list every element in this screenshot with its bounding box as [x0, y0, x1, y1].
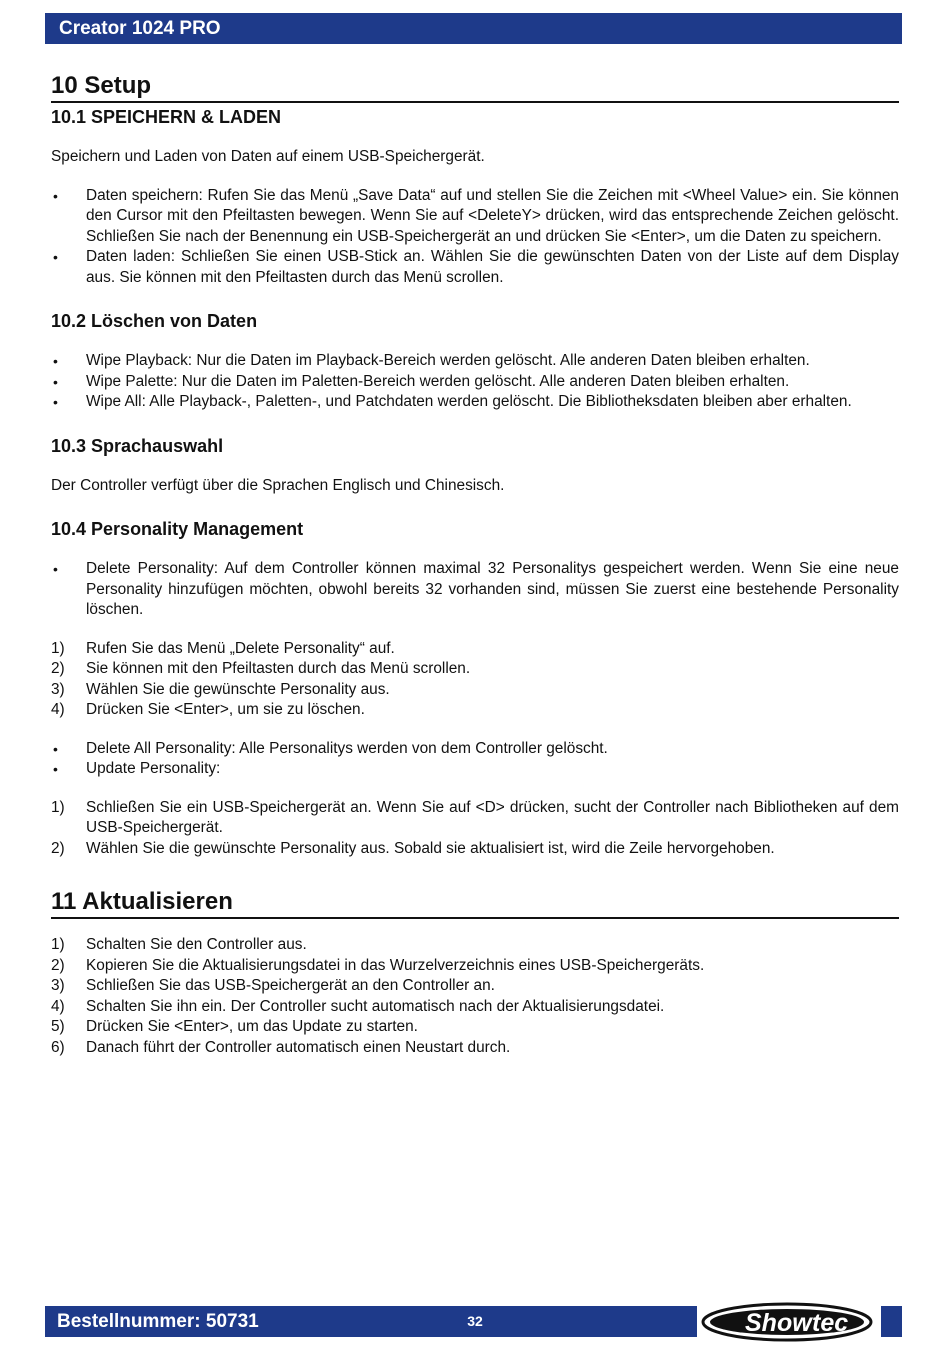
numbered-step	[51, 659, 899, 680]
numbered-step	[51, 976, 899, 997]
numbered-step	[51, 956, 899, 977]
numbered-step	[51, 680, 899, 701]
numbered-step	[51, 997, 899, 1018]
section-10-1-intro: Speichern und Laden von Daten auf einem USB-Speichergerät.	[51, 148, 485, 165]
step-text: Wählen Sie die gewünschte Personality aus.	[86, 680, 390, 698]
list-item: • Daten laden: Schließen Sie einen USB-Stick an. Wählen Sie die gewünschten Daten von der Liste auf dem Display aus. Sie können mit den Pfeiltasten durch das Menü scrollen.	[51, 247, 899, 288]
step-number: 4)	[51, 997, 65, 1015]
numbered-step	[51, 1017, 899, 1038]
step-text: Kopieren Sie die Aktualisierungsdatei in das Wurzelverzeichnis eines USB-Speichergeräts.	[86, 956, 705, 974]
step-text: Schalten Sie den Controller aus.	[86, 936, 307, 953]
list-item: • Daten speichern: Rufen Sie das Menü „Save Data“ auf und stellen Sie die Zeichen mit <Wheel Value> ein. Sie können den Cursor mit den Pfeiltasten bewegen. Wenn Sie auf <DeleteY> drücken, wird das entsprechende Zeichen gelöscht. Schließen Sie nach der Benennung ein USB-Speichergerät an und drücken Sie <Enter>, um die Daten zu speichern.	[51, 186, 899, 248]
section-10-1-bullet-list	[51, 186, 899, 289]
numbered-step	[51, 935, 899, 956]
numbered-step	[51, 839, 899, 860]
step-number: 1)	[51, 798, 65, 816]
step-number: 1)	[51, 936, 65, 953]
section-10-3-title: 10.3 Sprachauswahl	[51, 435, 224, 456]
step-number: 3)	[51, 680, 65, 698]
section-10-2-bullet-list	[51, 351, 899, 413]
step-text: Danach führt der Controller automatisch einen Neustart durch.	[86, 1038, 511, 1056]
update-personality-steps	[51, 798, 899, 860]
step-number: 2)	[51, 839, 65, 857]
showtec-logo	[700, 1300, 878, 1344]
section-11-title: 11 Aktualisieren	[51, 888, 899, 919]
step-text: Drücken Sie <Enter>, um das Update zu starten.	[86, 1018, 418, 1035]
step-text: Sie können mit den Pfeiltasten durch das Menü scrollen.	[86, 660, 471, 677]
section-10-title: 10 Setup	[51, 72, 899, 103]
section-10-4-bullet-list	[51, 559, 899, 621]
section-10-4-bullet-list-2	[51, 739, 899, 780]
page-content	[51, 72, 899, 1058]
step-number: 2)	[51, 956, 65, 974]
section-10-3-text: Der Controller verfügt über die Sprachen Englisch und Chinesisch.	[51, 476, 505, 494]
document-header-title: Creator 1024 PRO	[45, 13, 902, 44]
numbered-step	[51, 798, 899, 839]
footer-bar-end	[881, 1306, 902, 1337]
list-item: • Wipe Playback: Nur die Daten im Playback-Bereich werden gelöscht. Alle anderen Daten bleiben erhalten.	[51, 351, 899, 372]
step-text: Rufen Sie das Menü „Delete Personality“ auf.	[86, 639, 395, 657]
list-item: • Wipe All: Alle Playback-, Paletten-, und Patchdaten werden gelöscht. Die Bibliotheksdaten bleiben aber erhalten.	[51, 392, 899, 413]
step-text: Wählen Sie die gewünschte Personality aus. Sobald sie aktualisiert ist, wird die Zeile hervorgehoben.	[86, 839, 775, 857]
list-item: • Delete Personality: Auf dem Controller können maximal 32 Personalitys gespeichert werden. Wenn Sie eine neue Personality hinzufügen möchten, obwohl bereits 32 vorhanden sind, müssen Sie zuerst eine bestehende Personality löschen.	[51, 559, 899, 621]
step-text: Drücken Sie <Enter>, um sie zu löschen.	[86, 701, 365, 718]
step-number: 1)	[51, 639, 65, 657]
page-number: 32	[467, 1313, 483, 1329]
svg-text:tec: tec	[812, 1309, 849, 1337]
section-10-4-title: 10.4 Personality Management	[51, 519, 304, 539]
svg-text:Show: Show	[745, 1309, 812, 1337]
step-number: 3)	[51, 977, 65, 994]
numbered-step	[51, 1038, 899, 1059]
list-item: • Delete All Personality: Alle Personalitys werden von dem Controller gelöscht.	[51, 739, 899, 760]
step-number: 4)	[51, 701, 65, 718]
list-item: • Wipe Palette: Nur die Daten im Paletten-Bereich werden gelöscht. Alle anderen Daten bleiben erhalten.	[51, 372, 899, 393]
numbered-step	[51, 639, 899, 660]
numbered-step	[51, 700, 899, 721]
section-10-2-title: 10.2 Löschen von Daten	[51, 311, 258, 331]
footer-order-number: Bestellnummer: 50731	[45, 1306, 697, 1337]
delete-personality-steps	[51, 639, 899, 721]
step-text: Schließen Sie das USB-Speichergerät an den Controller an.	[86, 977, 495, 994]
section-10-1-title: 10.1 SPEICHERN & LADEN	[51, 107, 282, 127]
update-steps	[51, 935, 899, 1058]
step-number: 6)	[51, 1038, 65, 1056]
step-text: Schließen Sie ein USB-Speichergerät an. Wenn Sie auf <D> drücken, sucht der Controller nach Bibliotheken auf dem USB-Speichergerät.	[86, 798, 899, 836]
list-item: • Update Personality:	[51, 759, 899, 780]
step-text: Schalten Sie ihn ein. Der Controller sucht automatisch nach der Aktualisierungsdatei.	[86, 997, 665, 1015]
step-number: 5)	[51, 1018, 65, 1035]
step-number: 2)	[51, 660, 65, 677]
